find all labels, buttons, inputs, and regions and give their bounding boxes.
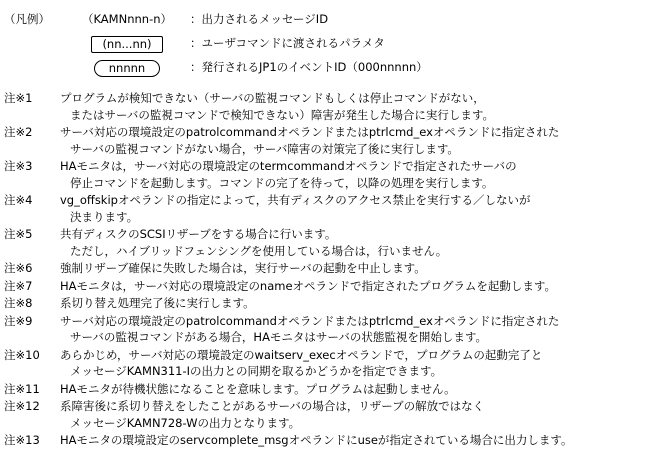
footnote-text xyxy=(60,158,667,191)
footnote-line: vg_offskipオペランドの指定によって，共有ディスクのアクセス禁止を実行する／しないが xyxy=(60,193,531,207)
footnote-line: 決まります。 xyxy=(70,209,139,224)
footnote-line: HAモニタは，サーバ対応の環境設定のtermcommandオペランドで指定されたサーバの xyxy=(60,159,517,173)
footnote-marker: 注※9 xyxy=(4,313,33,328)
footnote-item xyxy=(4,124,667,157)
footnote-text xyxy=(60,90,667,123)
footnote-item xyxy=(4,192,667,225)
footnote-marker: 注※1 xyxy=(4,91,33,105)
footnote-text xyxy=(60,260,667,277)
footnote-marker: 注※2 xyxy=(4,125,33,139)
footnote-line: 共有ディスクのSCSIリザーブをする場合に行います。 xyxy=(60,227,337,241)
footnote-item xyxy=(4,347,667,380)
legend-token xyxy=(66,12,188,28)
footnote-marker: 注※10 xyxy=(4,347,40,362)
footnote-marker: 注※5 xyxy=(4,227,33,241)
legend-row xyxy=(4,8,667,32)
footnote-line: またはサーバの監視コマンドで検知できない）障害が発生した場合に実行します。 xyxy=(70,107,495,122)
footnote-line: ただし，ハイブリッドフェンシングを使用している場合は，行いません。 xyxy=(70,243,448,258)
footnotes-list xyxy=(0,90,667,449)
legend-token xyxy=(66,60,188,77)
footnote-item xyxy=(4,398,667,431)
footnote-marker: 注※12 xyxy=(4,399,40,413)
legend-token-text: nnnnn xyxy=(94,60,160,77)
footnote-line: サーバの監視コマンドがない場合，サーバ障害の対策完了後に実行します。 xyxy=(70,141,459,156)
footnote-text xyxy=(60,295,667,312)
footnote-line: サーバ対応の環境設定のpatrolcommandオペランドまたはptrlcmd_exオペランドに指定された xyxy=(60,313,560,328)
footnote-item xyxy=(4,313,667,346)
footnote-line: 停止コマンドを起動します。コマンドの完了を待って，以降の処理を実行します。 xyxy=(70,175,494,190)
footnote-marker: 注※8 xyxy=(4,296,33,310)
footnote-line: サーバの監視コマンドがある場合，HAモニタはサーバの状態監視を開始します。 xyxy=(70,330,487,344)
footnote-text xyxy=(60,313,667,346)
footnote-line: あらかじめ，サーバ対応の環境設定のwaitserv_execオペランドで，プログラムの起動完了と xyxy=(60,347,543,362)
legend-description: ：発行されるJP1のイベントID（000nnnnn） xyxy=(190,60,428,75)
footnote-line: 強制リザーブ確保に失敗した場合は，実行サーバの起動を中止します。 xyxy=(60,261,426,275)
footnote-text xyxy=(60,347,667,380)
footnote-text xyxy=(60,381,667,398)
footnote-item xyxy=(4,278,667,295)
legend-block xyxy=(0,8,667,80)
footnote-marker: 注※7 xyxy=(4,278,33,293)
legend-description: ：出力されるメッセージID xyxy=(190,12,329,27)
legend-row xyxy=(4,32,667,56)
footnote-line: HAモニタが待機状態になることを意味します。プログラムは起動しません。 xyxy=(60,381,456,396)
footnote-line: HAモニタの環境設定のservcomplete_msgオペランドにuseが指定されている場合に出力します。 xyxy=(60,433,573,447)
legend-description: ：ユーザコマンドに渡されるパラメタ xyxy=(190,36,385,51)
footnote-text xyxy=(60,124,667,157)
footnote-text xyxy=(60,398,667,431)
legend-token xyxy=(66,36,188,53)
footnote-marker: 注※3 xyxy=(4,159,33,173)
legend-token-text: （KAMNnnn-n） xyxy=(81,12,173,27)
footnote-line: メッセージKAMN728-Wの出力となります。 xyxy=(70,415,301,430)
footnote-item xyxy=(4,260,667,277)
footnote-marker: 注※6 xyxy=(4,261,33,275)
footnote-line: HAモニタは，サーバ対応の環境設定のnameオペランドで指定されたプログラムを起動します。 xyxy=(60,278,557,293)
footnote-line: メッセージKAMN311-Iの出力との同期を取るかどうかを指定できます。 xyxy=(70,364,443,378)
footnote-marker: 注※4 xyxy=(4,193,33,207)
footnote-text xyxy=(60,432,667,449)
legend-row xyxy=(4,56,667,80)
footnote-item xyxy=(4,295,667,312)
footnote-item xyxy=(4,381,667,398)
footnote-text xyxy=(60,278,667,295)
footnote-line: 系切り替え処理完了後に実行します。 xyxy=(60,296,255,310)
footnote-text xyxy=(60,226,667,259)
footnote-line: プログラムが検知できない（サーバの監視コマンドもしくは停止コマンドがない， xyxy=(60,91,485,105)
footnote-item xyxy=(4,158,667,191)
legend-title: （凡例） xyxy=(4,12,50,27)
footnote-line: 系障害後に系切り替えをしたことがあるサーバの場合は，リザーブの解放ではなく xyxy=(60,399,485,413)
legend-token-text: (nn...nn) xyxy=(91,36,162,53)
footnote-marker: 注※13 xyxy=(4,433,40,447)
footnote-marker: 注※11 xyxy=(4,381,40,396)
footnote-line: サーバ対応の環境設定のpatrolcommandオペランドまたはptrlcmd_exオペランドに指定された xyxy=(60,125,560,139)
footnote-item xyxy=(4,226,667,259)
footnote-text xyxy=(60,192,667,225)
document-page xyxy=(0,8,667,459)
footnote-item xyxy=(4,432,667,449)
footnote-item xyxy=(4,90,667,123)
